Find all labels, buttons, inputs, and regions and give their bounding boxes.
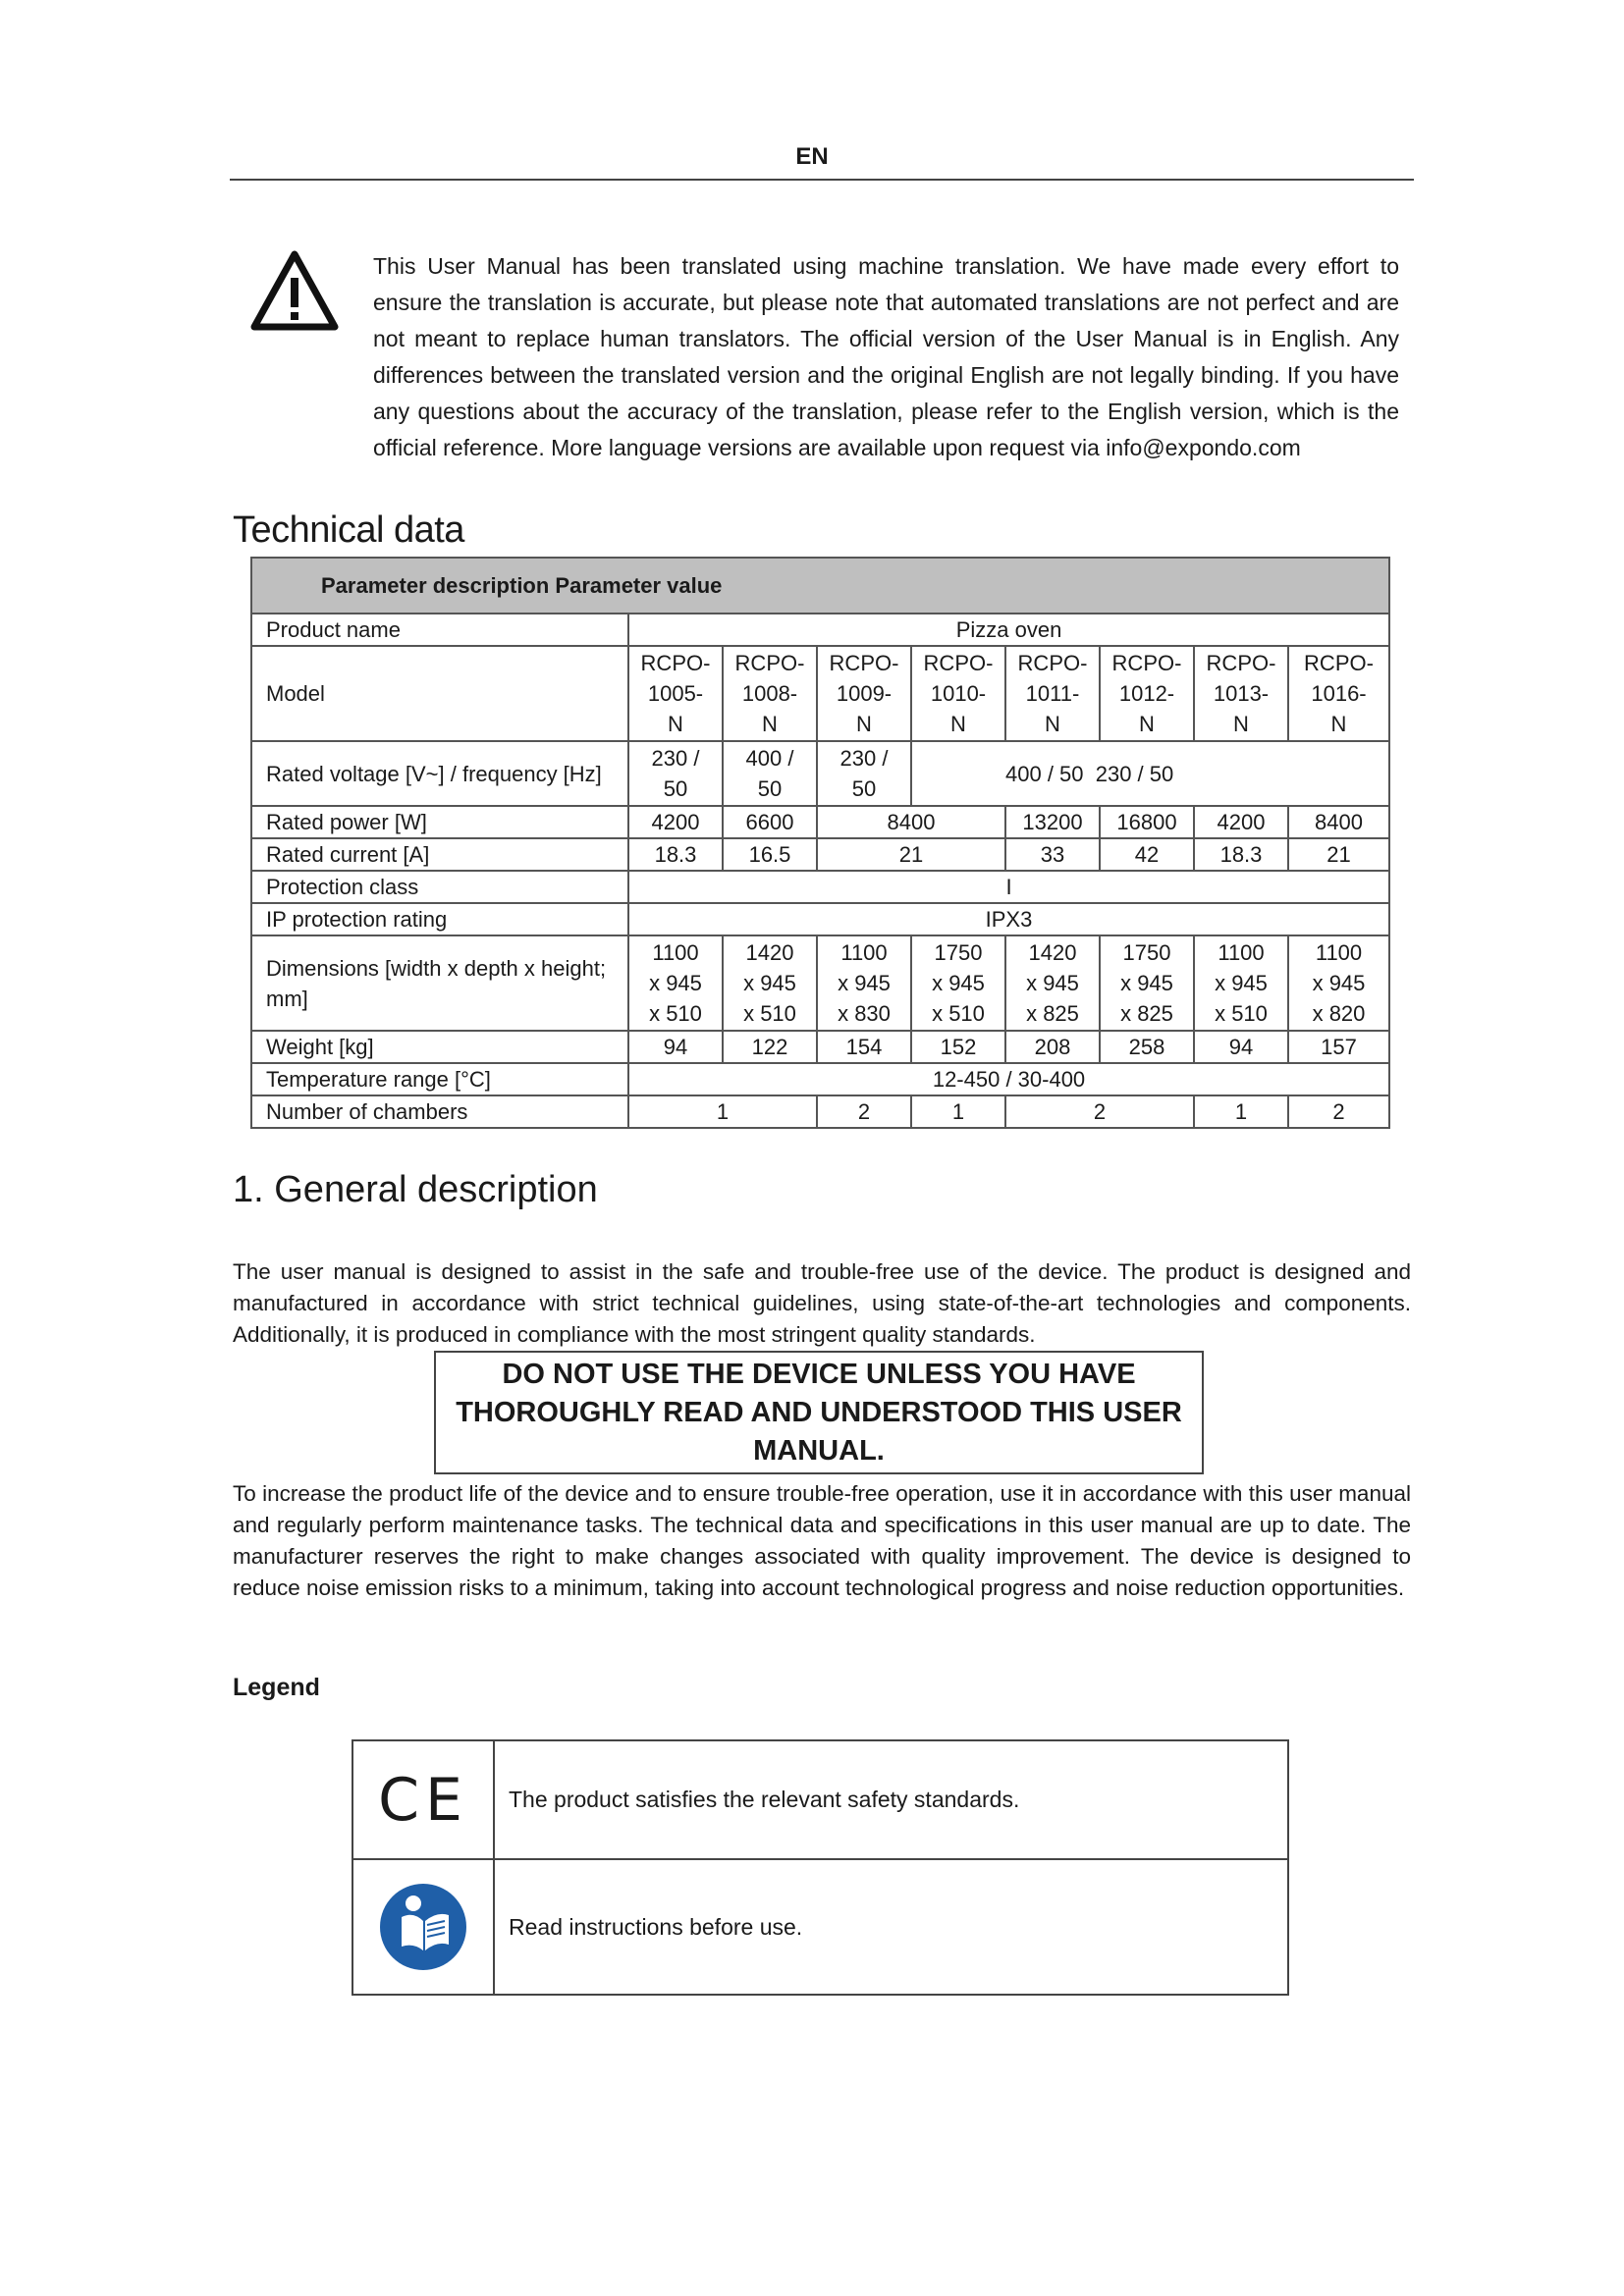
legend-row (352, 1740, 1288, 1859)
table-cell: 1420 x 945 x 825 (1005, 935, 1100, 1031)
table-row (251, 838, 1389, 871)
table-cell: 230 / 50 (817, 741, 911, 806)
row-label: Rated power [W] (251, 806, 628, 838)
table-cell: 42 (1100, 838, 1194, 871)
row-label: Product name (251, 614, 628, 646)
table-cell: 8400 (817, 806, 1005, 838)
table-cell: 1750 x 945 x 825 (1100, 935, 1194, 1031)
table-header-row (251, 558, 1389, 614)
table-cell: 1100 x 945 x 510 (628, 935, 723, 1031)
row-label: Temperature range [°C] (251, 1063, 628, 1095)
table-cell: 4200 (1194, 806, 1288, 838)
table-row (251, 1063, 1389, 1095)
table-cell: 2 (817, 1095, 911, 1128)
table-cell: 400 / 50 230 / 50 (911, 741, 1389, 806)
warning-triangle-icon (250, 250, 339, 331)
read-manual-icon (378, 1882, 468, 1972)
table-cell: 16.5 (723, 838, 817, 871)
table-row (251, 806, 1389, 838)
table-cell: 1100 x 945 x 830 (817, 935, 911, 1031)
table-cell: 94 (628, 1031, 723, 1063)
table-cell: 8400 (1288, 806, 1389, 838)
row-label: Rated current [A] (251, 838, 628, 871)
table-cell: RCPO- 1005- N (628, 646, 723, 741)
read-manual-warning: DO NOT USE THE DEVICE UNLESS YOU HAVE THOROUGHLY READ AND UNDERSTOOD THIS USER MANUAL. (434, 1351, 1204, 1474)
header-rule (230, 179, 1414, 181)
table-cell: 230 / 50 (628, 741, 723, 806)
table-cell: 1420 x 945 x 510 (723, 935, 817, 1031)
legend-title: Legend (233, 1674, 320, 1701)
legend-icon-cell (352, 1740, 494, 1859)
table-cell: 2 (1288, 1095, 1389, 1128)
general-description-title: 1. General description (233, 1169, 598, 1210)
row-label: Weight [kg] (251, 1031, 628, 1063)
legend-text: The product satisfies the relevant safety standards. (494, 1740, 1288, 1859)
row-label: Model (251, 646, 628, 741)
table-cell: RCPO- 1010- N (911, 646, 1005, 741)
table-cell: 1 (1194, 1095, 1288, 1128)
table-header: Parameter description Parameter value (251, 558, 1389, 614)
table-cell: 16800 (1100, 806, 1194, 838)
table-cell: 33 (1005, 838, 1100, 871)
table-cell: I (628, 871, 1389, 903)
table-cell: 12-450 / 30-400 (628, 1063, 1389, 1095)
table-cell: RCPO- 1008- N (723, 646, 817, 741)
table-cell: 1 (628, 1095, 817, 1128)
table-cell: 1100 x 945 x 510 (1194, 935, 1288, 1031)
legend-row (352, 1859, 1288, 1995)
table-cell: 157 (1288, 1031, 1389, 1063)
legend-text: Read instructions before use. (494, 1859, 1288, 1995)
table-cell: 94 (1194, 1031, 1288, 1063)
table-row (251, 903, 1389, 935)
intro-paragraph: The user manual is designed to assist in the safe and trouble-free use of the device. The product is designed and manufactured in accordance with strict technical guidelines, using state-of-the-art technologies and components. Additionally, it is produced in compliance with the most stringent quality standards. (233, 1259, 1411, 1347)
table-row (251, 871, 1389, 903)
maintenance-paragraph: To increase the product life of the device and to ensure trouble-free operation, use it in accordance with this user manual and regularly perform maintenance tasks. The technical data and specifications in this user manual are up to date. The manufacturer reserves the right to make changes associated with quality improvement. The device is designed to reduce noise emission risks to a minimum, taking into account technological progress and noise reduction opportunities. (233, 1481, 1411, 1600)
table-cell: 152 (911, 1031, 1005, 1063)
row-label: Protection class (251, 871, 628, 903)
table-cell: Pizza oven (628, 614, 1389, 646)
table-cell: 21 (1288, 838, 1389, 871)
table-cell: 18.3 (1194, 838, 1288, 871)
table-cell: RCPO- 1009- N (817, 646, 911, 741)
table-cell: 122 (723, 1031, 817, 1063)
table-cell: RCPO- 1016- N (1288, 646, 1389, 741)
table-cell: IPX3 (628, 903, 1389, 935)
table-row (251, 741, 1389, 806)
table-row (251, 1095, 1389, 1128)
table-row (251, 935, 1389, 1031)
table-cell: 2 (1005, 1095, 1194, 1128)
row-label: IP protection rating (251, 903, 628, 935)
technical-data-title: Technical data (233, 509, 464, 551)
row-label: Number of chambers (251, 1095, 628, 1128)
table-cell: RCPO- 1012- N (1100, 646, 1194, 741)
table-row (251, 614, 1389, 646)
row-label: Rated voltage [V~] / frequency [Hz] (251, 741, 628, 806)
table-cell: 6600 (723, 806, 817, 838)
table-cell: 21 (817, 838, 1005, 871)
table-cell: 4200 (628, 806, 723, 838)
table-cell: 208 (1005, 1031, 1100, 1063)
row-label: Dimensions [width x depth x height; mm] (251, 935, 628, 1031)
legend-table (352, 1739, 1289, 1996)
table-cell: 400 / 50 (723, 741, 817, 806)
table-cell: 1750 x 945 x 510 (911, 935, 1005, 1031)
table-cell: 1100 x 945 x 820 (1288, 935, 1389, 1031)
table-cell: 1 (911, 1095, 1005, 1128)
language-label: EN (795, 143, 829, 170)
legend-icon-cell (352, 1859, 494, 1995)
table-cell: RCPO- 1013- N (1194, 646, 1288, 741)
technical-data-table (250, 557, 1390, 1129)
table-cell: 154 (817, 1031, 911, 1063)
table-cell: 13200 (1005, 806, 1100, 838)
table-cell: 258 (1100, 1031, 1194, 1063)
table-row (251, 646, 1389, 741)
translation-notice: This User Manual has been translated using machine translation. We have made every effort to ensure the translation is accurate, but please note that automated translations are not perfect and are not meant to replace human translators. The official version of the User Manual is in English. Any differences between the translated version and the original English are not legally binding. If you have any questions about the accuracy of the translation, please refer to the English version, which is the official reference. More language versions are available upon request via info@expondo.com (373, 253, 1399, 460)
table-row (251, 1031, 1389, 1063)
ce-mark-icon: CE (378, 1765, 468, 1835)
table-cell: 18.3 (628, 838, 723, 871)
table-cell: RCPO- 1011- N (1005, 646, 1100, 741)
